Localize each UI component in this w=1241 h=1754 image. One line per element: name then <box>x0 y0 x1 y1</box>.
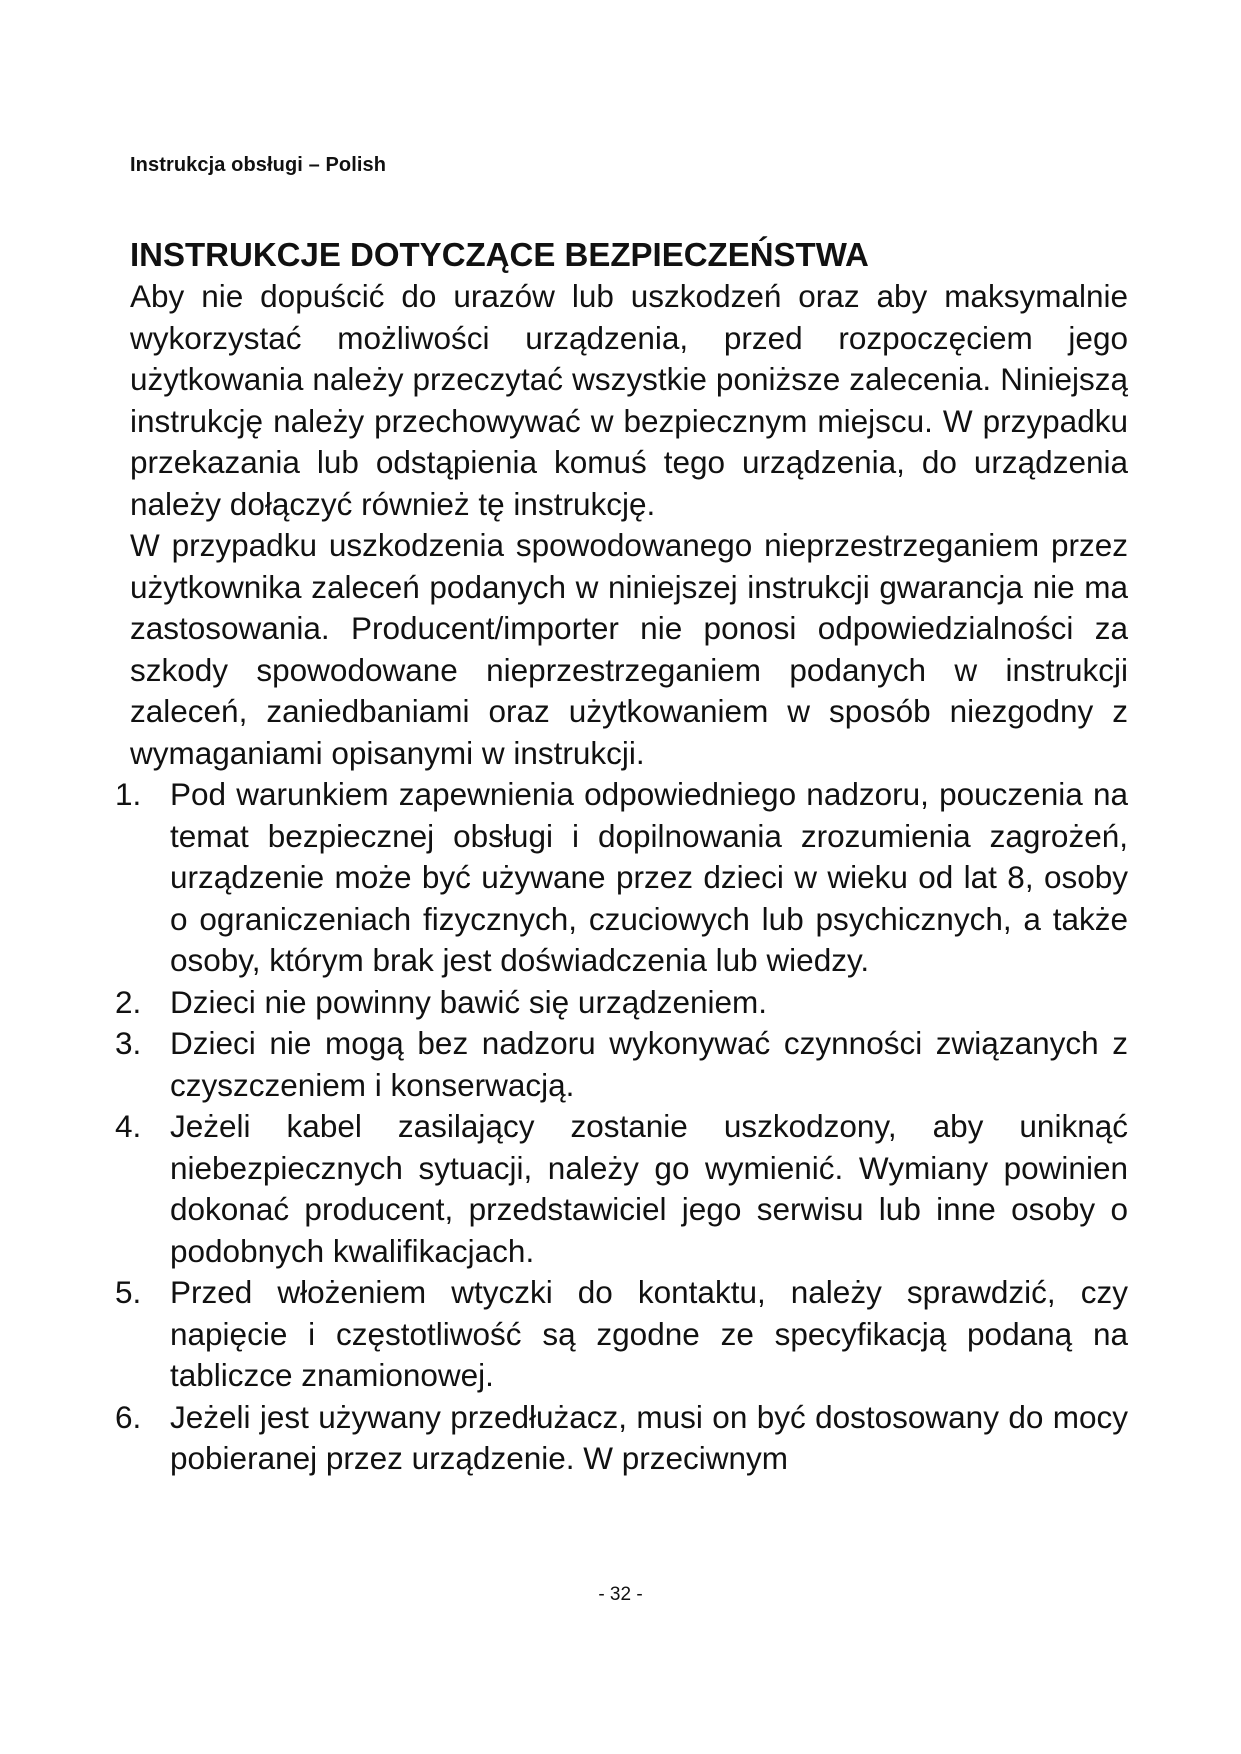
list-item-text: Dzieci nie powinny bawić się urządzeniem. <box>170 983 768 1020</box>
list-item <box>115 774 1128 982</box>
list-item-number: 1. <box>115 776 142 812</box>
list-item <box>115 1023 1128 1106</box>
list-item-number: 6. <box>115 1398 142 1435</box>
list-item-text: Jeżeli jest używany przedłużacz, musi on być dostosowany do mocy pobieranej przez urządzenie. W przeciwnym <box>170 1398 1128 1476</box>
list-item-text: Dzieci nie mogą bez nadzoru wykonywać czynności związanych z czyszczeniem i konserwacją. <box>170 1025 1128 1103</box>
list-item <box>115 1397 1128 1480</box>
page-header: Instrukcja obsługi – Polish <box>130 154 387 176</box>
list-item-text: Pod warunkiem zapewnienia odpowiedniego nadzoru, pouczenia na temat bezpiecznej obsługi i dopilnowania zrozumienia zagrożeń, urządzenie może być używane przez dzieci w wieku od lat 8, osoby o ograniczeniach fizycznych, czuciowych lub psychicznych, a także osoby, którym brak jest doświadczenia lub wiedzy. <box>170 776 1128 978</box>
list-item-text: Jeżeli kabel zasilający zostanie uszkodzony, aby uniknąć niebezpiecznych sytuacji, należy go wymienić. Wymiany powinien dokonać producent, przedstawiciel jego serwisu lub inne osoby o podobnych kwalifikacjach. <box>170 1108 1128 1269</box>
list-item <box>115 982 1128 1024</box>
list-item <box>115 1106 1128 1272</box>
intro-paragraph: Aby nie dopuścić do urazów lub uszkodzeń oraz aby maksymalnie wykorzystać możliwości urządzenia, przed rozpoczęciem jego użytkowania należy przeczytać wszystkie poniższe zalecenia. Niniejszą instrukcję należy przechowywać w bezpiecznym miejscu. W przypadku przekazania lub odstąpienia komuś tego urządzenia, do urządzenia należy dołączyć również tę instrukcję. <box>130 278 1128 522</box>
list-item <box>115 1272 1128 1397</box>
list-item-number: 3. <box>115 1025 142 1061</box>
page-number: - 32 - <box>598 1584 643 1605</box>
list-item-number: 4. <box>115 1108 142 1144</box>
list-item-text: Przed włożeniem wtyczki do kontaktu, należy sprawdzić, czy napięcie i częstotliwość są zgodne ze specyfikacją podaną na tabliczce znamionowej. <box>170 1274 1128 1393</box>
safety-section <box>115 234 1128 1480</box>
list-item-number: 2. <box>115 983 142 1020</box>
list-item-number: 5. <box>115 1274 142 1310</box>
section-title: INSTRUKCJE DOTYCZĄCE BEZPIECZEŃSTWA <box>130 236 869 273</box>
warranty-paragraph: W przypadku uszkodzenia spowodowanego nieprzestrzeganiem przez użytkownika zaleceń podanych w niniejszej instrukcji gwarancja nie ma zastosowania. Producent/importer nie ponosi odpowiedzialności za szkody spowodowane nieprzestrzeganiem podanych w instrukcji zaleceń, zaniedbaniami oraz użytkowaniem w sposób niezgodny z wymaganiami opisanymi w instrukcji. <box>130 527 1128 771</box>
safety-list <box>115 774 1128 1480</box>
